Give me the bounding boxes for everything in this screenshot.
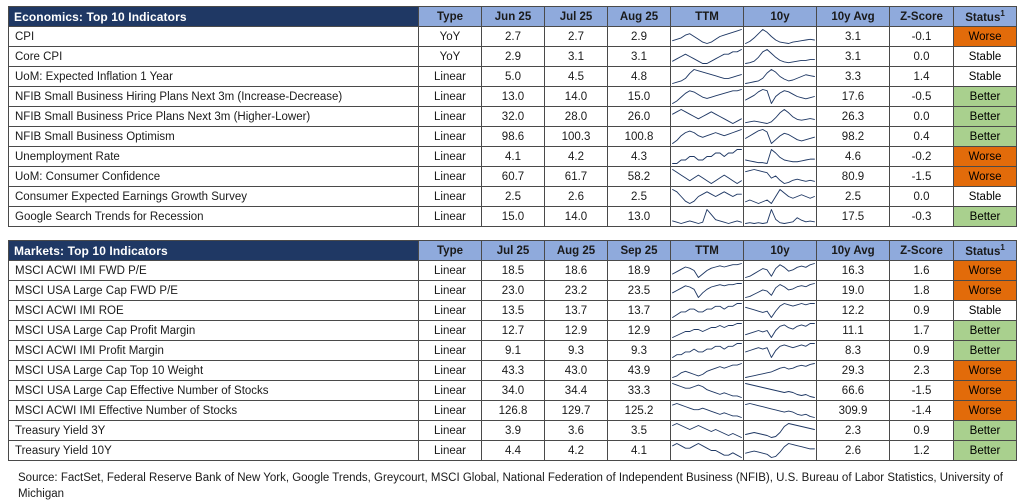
- indicator-10y-avg: 17.5: [817, 207, 890, 227]
- sparkline-ttm: [671, 362, 743, 379]
- indicator-type: Linear: [419, 281, 482, 301]
- indicator-z-score: 1.7: [890, 321, 954, 341]
- indicator-month-1: 18.5: [482, 261, 545, 281]
- indicator-z-score: 1.4: [890, 67, 954, 87]
- indicator-month-1: 43.3: [482, 361, 545, 381]
- sparkline-10y: [744, 342, 816, 359]
- sparkline-ttm-cell: [671, 441, 744, 461]
- sparkline-ttm-cell: [671, 301, 744, 321]
- sparkline-ttm: [671, 282, 743, 299]
- sparkline-10y-cell: [744, 381, 817, 401]
- indicator-10y-avg: 16.3: [817, 261, 890, 281]
- status-badge: Stable: [954, 47, 1017, 67]
- status-badge: Better: [954, 421, 1017, 441]
- status-badge: Better: [954, 87, 1017, 107]
- indicator-name: Unemployment Rate: [9, 147, 419, 167]
- status-badge: Worse: [954, 167, 1017, 187]
- economics-title: Economics: Top 10 Indicators: [9, 7, 419, 27]
- indicator-10y-avg: 17.6: [817, 87, 890, 107]
- col-ttm: TTM: [671, 241, 744, 261]
- indicator-month-2: 4.2: [545, 147, 608, 167]
- indicator-month-3: 100.8: [608, 127, 671, 147]
- economics-table: [8, 6, 1017, 227]
- col-10y: 10y: [744, 7, 817, 27]
- indicator-month-2: 4.5: [545, 67, 608, 87]
- sparkline-10y: [744, 282, 816, 299]
- indicator-name: MSCI USA Large Cap Effective Number of Stocks: [9, 381, 419, 401]
- indicator-month-2: 23.2: [545, 281, 608, 301]
- indicator-month-1: 4.1: [482, 147, 545, 167]
- indicator-name: MSCI ACWI IMI Effective Number of Stocks: [9, 401, 419, 421]
- sparkline-ttm-cell: [671, 381, 744, 401]
- indicator-month-1: 126.8: [482, 401, 545, 421]
- indicator-name: Treasury Yield 3Y: [9, 421, 419, 441]
- indicator-month-1: 2.9: [482, 47, 545, 67]
- indicator-name: UoM: Consumer Confidence: [9, 167, 419, 187]
- indicator-z-score: -0.3: [890, 207, 954, 227]
- status-badge: Worse: [954, 27, 1017, 47]
- indicator-10y-avg: 3.1: [817, 47, 890, 67]
- col-month-2: Jul 25: [545, 7, 608, 27]
- col-status-footnote: 1: [1000, 243, 1005, 253]
- table-row: [9, 381, 1017, 401]
- sparkline-ttm-cell: [671, 321, 744, 341]
- indicator-z-score: 0.0: [890, 47, 954, 67]
- sparkline-10y-cell: [744, 341, 817, 361]
- sparkline-ttm-cell: [671, 341, 744, 361]
- indicator-name: MSCI USA Large Cap Profit Margin: [9, 321, 419, 341]
- col-10y: 10y: [744, 241, 817, 261]
- sparkline-10y: [744, 442, 816, 459]
- sparkline-10y-cell: [744, 281, 817, 301]
- indicator-type: Linear: [419, 147, 482, 167]
- indicator-month-2: 9.3: [545, 341, 608, 361]
- indicator-z-score: 0.9: [890, 301, 954, 321]
- indicator-month-1: 15.0: [482, 207, 545, 227]
- indicator-10y-avg: 11.1: [817, 321, 890, 341]
- markets-table-header: [9, 241, 1017, 261]
- sparkline-ttm: [671, 128, 743, 145]
- sparkline-ttm-cell: [671, 361, 744, 381]
- indicator-z-score: 0.9: [890, 421, 954, 441]
- sparkline-10y-cell: [744, 27, 817, 47]
- indicator-month-2: 4.2: [545, 441, 608, 461]
- indicator-10y-avg: 29.3: [817, 361, 890, 381]
- indicator-type: Linear: [419, 421, 482, 441]
- sparkline-10y: [744, 322, 816, 339]
- sparkline-ttm: [671, 108, 743, 125]
- sparkline-10y: [744, 108, 816, 125]
- indicator-month-1: 5.0: [482, 67, 545, 87]
- table-row: [9, 301, 1017, 321]
- indicator-z-score: 0.4: [890, 127, 954, 147]
- table-row: [9, 107, 1017, 127]
- indicator-10y-avg: 66.6: [817, 381, 890, 401]
- status-badge: Better: [954, 441, 1017, 461]
- indicator-month-2: 34.4: [545, 381, 608, 401]
- sparkline-ttm: [671, 342, 743, 359]
- indicator-z-score: 0.9: [890, 341, 954, 361]
- indicator-month-3: 3.5: [608, 421, 671, 441]
- sparkline-10y: [744, 362, 816, 379]
- sparkline-ttm-cell: [671, 47, 744, 67]
- indicator-month-2: 28.0: [545, 107, 608, 127]
- indicator-month-1: 4.4: [482, 441, 545, 461]
- sparkline-ttm: [671, 28, 743, 45]
- indicator-z-score: -0.1: [890, 27, 954, 47]
- indicator-type: Linear: [419, 207, 482, 227]
- indicator-month-2: 18.6: [545, 261, 608, 281]
- table-row: [9, 421, 1017, 441]
- table-row: [9, 47, 1017, 67]
- indicator-month-3: 12.9: [608, 321, 671, 341]
- table-row: [9, 27, 1017, 47]
- table-row: [9, 167, 1017, 187]
- indicator-type: Linear: [419, 341, 482, 361]
- indicator-month-3: 4.8: [608, 67, 671, 87]
- col-month-1: Jun 25: [482, 7, 545, 27]
- indicator-month-1: 60.7: [482, 167, 545, 187]
- status-badge: Better: [954, 207, 1017, 227]
- indicator-name: CPI: [9, 27, 419, 47]
- sparkline-10y-cell: [744, 361, 817, 381]
- indicator-month-1: 13.0: [482, 87, 545, 107]
- sparkline-ttm: [671, 148, 743, 165]
- indicator-month-2: 129.7: [545, 401, 608, 421]
- sparkline-ttm-cell: [671, 67, 744, 87]
- indicator-name: MSCI ACWI IMI FWD P/E: [9, 261, 419, 281]
- sparkline-ttm-cell: [671, 27, 744, 47]
- sparkline-10y-cell: [744, 441, 817, 461]
- sparkline-ttm: [671, 88, 743, 105]
- indicator-month-2: 13.7: [545, 301, 608, 321]
- sparkline-10y-cell: [744, 421, 817, 441]
- indicator-10y-avg: 80.9: [817, 167, 890, 187]
- sparkline-10y: [744, 128, 816, 145]
- indicator-month-1: 34.0: [482, 381, 545, 401]
- col-month-2: Aug 25: [545, 241, 608, 261]
- sparkline-ttm-cell: [671, 207, 744, 227]
- status-badge: Stable: [954, 67, 1017, 87]
- sparkline-10y: [744, 148, 816, 165]
- indicator-month-2: 100.3: [545, 127, 608, 147]
- markets-table-body: [9, 261, 1017, 461]
- indicator-month-1: 23.0: [482, 281, 545, 301]
- indicator-type: Linear: [419, 361, 482, 381]
- sparkline-ttm-cell: [671, 421, 744, 441]
- table-row: [9, 321, 1017, 341]
- indicator-month-3: 23.5: [608, 281, 671, 301]
- sparkline-10y: [744, 168, 816, 185]
- indicator-10y-avg: 3.3: [817, 67, 890, 87]
- indicator-month-3: 125.2: [608, 401, 671, 421]
- sparkline-10y-cell: [744, 127, 817, 147]
- indicator-z-score: -1.5: [890, 167, 954, 187]
- indicator-10y-avg: 2.3: [817, 421, 890, 441]
- sparkline-ttm: [671, 442, 743, 459]
- col-month-3: Sep 25: [608, 241, 671, 261]
- table-row: [9, 187, 1017, 207]
- sparkline-ttm: [671, 382, 743, 399]
- table-gap: [8, 227, 1016, 240]
- status-badge: Stable: [954, 187, 1017, 207]
- indicator-name: Core CPI: [9, 47, 419, 67]
- indicator-type: Linear: [419, 261, 482, 281]
- indicator-type: Linear: [419, 321, 482, 341]
- sparkline-ttm: [671, 402, 743, 419]
- sparkline-10y-cell: [744, 87, 817, 107]
- indicator-month-1: 12.7: [482, 321, 545, 341]
- indicator-type: Linear: [419, 107, 482, 127]
- status-badge: Worse: [954, 401, 1017, 421]
- indicator-z-score: 1.2: [890, 441, 954, 461]
- indicator-z-score: 2.3: [890, 361, 954, 381]
- sparkline-10y-cell: [744, 167, 817, 187]
- sparkline-10y: [744, 68, 816, 85]
- status-badge: Worse: [954, 147, 1017, 167]
- status-badge: Worse: [954, 261, 1017, 281]
- sparkline-ttm: [671, 208, 743, 225]
- indicator-10y-avg: 3.1: [817, 27, 890, 47]
- table-row: [9, 261, 1017, 281]
- indicator-10y-avg: 98.2: [817, 127, 890, 147]
- indicator-z-score: -1.5: [890, 381, 954, 401]
- sparkline-10y-cell: [744, 67, 817, 87]
- col-status-footnote: 1: [1000, 9, 1005, 19]
- indicator-month-3: 15.0: [608, 87, 671, 107]
- markets-table: [8, 240, 1017, 461]
- indicator-z-score: 0.0: [890, 187, 954, 207]
- col-month-1: Jul 25: [482, 241, 545, 261]
- indicator-month-2: 12.9: [545, 321, 608, 341]
- indicator-10y-avg: 4.6: [817, 147, 890, 167]
- indicator-10y-avg: 309.9: [817, 401, 890, 421]
- indicator-month-2: 2.7: [545, 27, 608, 47]
- col-z-score: Z-Score: [890, 7, 954, 27]
- indicator-type: Linear: [419, 127, 482, 147]
- status-badge: Better: [954, 341, 1017, 361]
- indicator-month-3: 13.7: [608, 301, 671, 321]
- sparkline-ttm-cell: [671, 187, 744, 207]
- sparkline-ttm-cell: [671, 401, 744, 421]
- sparkline-ttm: [671, 262, 743, 279]
- indicator-month-3: 2.5: [608, 187, 671, 207]
- indicator-name: Consumer Expected Earnings Growth Survey: [9, 187, 419, 207]
- indicator-type: Linear: [419, 401, 482, 421]
- table-row: [9, 281, 1017, 301]
- table-row: [9, 67, 1017, 87]
- status-badge: Better: [954, 321, 1017, 341]
- sparkline-10y: [744, 188, 816, 205]
- col-10y-avg: 10y Avg: [817, 241, 890, 261]
- indicator-month-2: 2.6: [545, 187, 608, 207]
- sparkline-10y-cell: [744, 401, 817, 421]
- col-status-label: Status: [965, 11, 1001, 24]
- table-row: [9, 441, 1017, 461]
- indicator-z-score: -1.4: [890, 401, 954, 421]
- indicator-month-1: 2.5: [482, 187, 545, 207]
- sparkline-ttm-cell: [671, 167, 744, 187]
- indicator-month-3: 26.0: [608, 107, 671, 127]
- sparkline-ttm: [671, 48, 743, 65]
- table-row: [9, 361, 1017, 381]
- indicator-type: Linear: [419, 187, 482, 207]
- sparkline-10y-cell: [744, 301, 817, 321]
- sparkline-10y-cell: [744, 187, 817, 207]
- sparkline-10y: [744, 208, 816, 225]
- indicator-month-1: 2.7: [482, 27, 545, 47]
- sparkline-ttm: [671, 302, 743, 319]
- indicator-name: NFIB Small Business Hiring Plans Next 3m (Increase-Decrease): [9, 87, 419, 107]
- status-badge: Better: [954, 107, 1017, 127]
- indicator-month-3: 18.9: [608, 261, 671, 281]
- sparkline-10y-cell: [744, 261, 817, 281]
- sparkline-ttm: [671, 188, 743, 205]
- table-row: [9, 127, 1017, 147]
- col-status-label: Status: [965, 245, 1001, 258]
- sparkline-10y: [744, 382, 816, 399]
- indicator-month-2: 61.7: [545, 167, 608, 187]
- indicator-month-3: 33.3: [608, 381, 671, 401]
- col-ttm: TTM: [671, 7, 744, 27]
- status-badge: Better: [954, 127, 1017, 147]
- sparkline-ttm-cell: [671, 127, 744, 147]
- indicator-type: Linear: [419, 67, 482, 87]
- sparkline-10y: [744, 262, 816, 279]
- indicator-10y-avg: 12.2: [817, 301, 890, 321]
- indicator-name: MSCI USA Large Cap Top 10 Weight: [9, 361, 419, 381]
- sparkline-ttm-cell: [671, 147, 744, 167]
- indicator-z-score: 1.6: [890, 261, 954, 281]
- sparkline-ttm: [671, 168, 743, 185]
- indicator-name: NFIB Small Business Price Plans Next 3m (Higher-Lower): [9, 107, 419, 127]
- table-row: [9, 341, 1017, 361]
- sparkline-10y: [744, 302, 816, 319]
- indicator-type: YoY: [419, 27, 482, 47]
- indicator-name: Google Search Trends for Recession: [9, 207, 419, 227]
- indicator-z-score: 1.8: [890, 281, 954, 301]
- status-badge: Stable: [954, 301, 1017, 321]
- indicator-type: Linear: [419, 441, 482, 461]
- sparkline-ttm-cell: [671, 107, 744, 127]
- status-badge: Worse: [954, 281, 1017, 301]
- indicator-type: Linear: [419, 301, 482, 321]
- sparkline-10y: [744, 88, 816, 105]
- indicator-name: Treasury Yield 10Y: [9, 441, 419, 461]
- economics-table-header: [9, 7, 1017, 27]
- sparkline-10y: [744, 402, 816, 419]
- sparkline-10y-cell: [744, 107, 817, 127]
- col-z-score: Z-Score: [890, 241, 954, 261]
- col-status: [954, 241, 1017, 261]
- economics-table-body: [9, 27, 1017, 227]
- col-type: Type: [419, 241, 482, 261]
- indicator-type: Linear: [419, 381, 482, 401]
- indicator-month-1: 9.1: [482, 341, 545, 361]
- indicator-month-3: 9.3: [608, 341, 671, 361]
- indicator-month-1: 3.9: [482, 421, 545, 441]
- table-row: [9, 147, 1017, 167]
- indicator-10y-avg: 19.0: [817, 281, 890, 301]
- source-note: Source: FactSet, Federal Reserve Bank of New York, Google Trends, Greycourt, MSCI Global, National Federation of Independent Business (NFIB), U.S. Bureau of Labor Statistics, University of Michigan: [18, 472, 1003, 500]
- status-badge: Worse: [954, 381, 1017, 401]
- sparkline-ttm: [671, 422, 743, 439]
- indicator-month-3: 13.0: [608, 207, 671, 227]
- col-10y-avg: 10y Avg: [817, 7, 890, 27]
- indicator-month-2: 43.0: [545, 361, 608, 381]
- sparkline-ttm-cell: [671, 87, 744, 107]
- indicator-month-2: 14.0: [545, 87, 608, 107]
- table-row: [9, 87, 1017, 107]
- indicator-z-score: -0.2: [890, 147, 954, 167]
- sparkline-10y-cell: [744, 321, 817, 341]
- indicator-month-3: 4.3: [608, 147, 671, 167]
- indicator-10y-avg: 2.5: [817, 187, 890, 207]
- indicator-name: NFIB Small Business Optimism: [9, 127, 419, 147]
- sparkline-10y: [744, 28, 816, 45]
- indicator-month-3: 2.9: [608, 27, 671, 47]
- col-status: [954, 7, 1017, 27]
- sparkline-ttm: [671, 68, 743, 85]
- status-badge: Worse: [954, 361, 1017, 381]
- indicator-name: MSCI ACWI IMI ROE: [9, 301, 419, 321]
- indicator-type: YoY: [419, 47, 482, 67]
- markets-title: Markets: Top 10 Indicators: [9, 241, 419, 261]
- indicator-10y-avg: 26.3: [817, 107, 890, 127]
- indicator-type: Linear: [419, 87, 482, 107]
- sparkline-10y: [744, 48, 816, 65]
- indicator-z-score: 0.0: [890, 107, 954, 127]
- indicator-name: UoM: Expected Inflation 1 Year: [9, 67, 419, 87]
- indicator-10y-avg: 8.3: [817, 341, 890, 361]
- indicator-name: MSCI USA Large Cap FWD P/E: [9, 281, 419, 301]
- sparkline-ttm-cell: [671, 281, 744, 301]
- table-row: [9, 401, 1017, 421]
- indicator-month-2: 14.0: [545, 207, 608, 227]
- col-type: Type: [419, 7, 482, 27]
- sparkline-ttm: [671, 322, 743, 339]
- indicator-month-3: 3.1: [608, 47, 671, 67]
- sparkline-ttm-cell: [671, 261, 744, 281]
- indicator-month-2: 3.1: [545, 47, 608, 67]
- indicator-month-1: 32.0: [482, 107, 545, 127]
- sparkline-10y: [744, 422, 816, 439]
- indicator-name: MSCI ACWI IMI Profit Margin: [9, 341, 419, 361]
- sparkline-10y-cell: [744, 47, 817, 67]
- indicator-month-2: 3.6: [545, 421, 608, 441]
- indicator-type: Linear: [419, 167, 482, 187]
- sparkline-10y-cell: [744, 207, 817, 227]
- indicator-month-3: 4.1: [608, 441, 671, 461]
- indicator-month-1: 98.6: [482, 127, 545, 147]
- indicator-z-score: -0.5: [890, 87, 954, 107]
- indicator-month-3: 43.9: [608, 361, 671, 381]
- sparkline-10y-cell: [744, 147, 817, 167]
- indicator-month-3: 58.2: [608, 167, 671, 187]
- indicator-month-1: 13.5: [482, 301, 545, 321]
- table-row: [9, 207, 1017, 227]
- indicator-10y-avg: 2.6: [817, 441, 890, 461]
- col-month-3: Aug 25: [608, 7, 671, 27]
